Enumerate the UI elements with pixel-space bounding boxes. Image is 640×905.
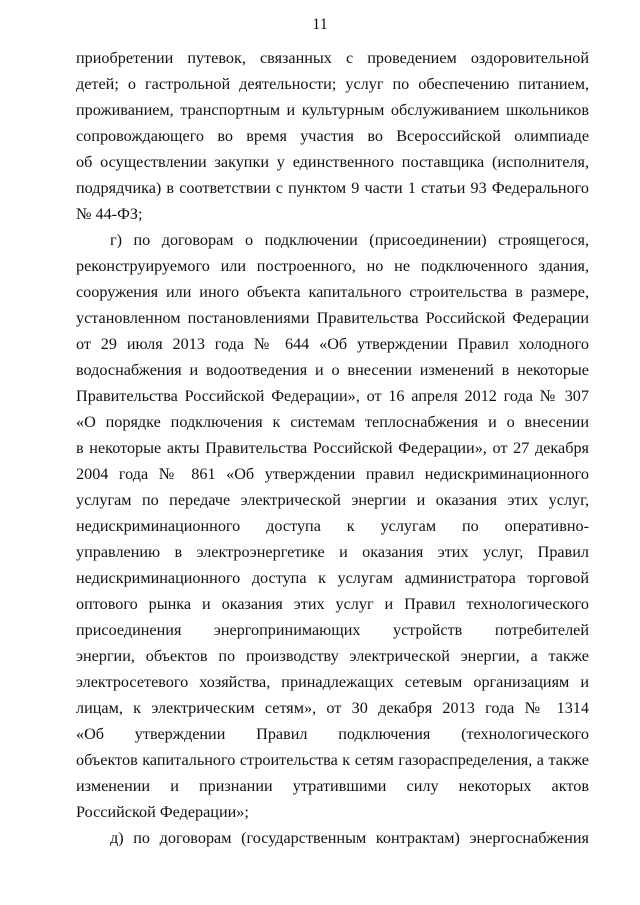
text-line: реконструируемого или построенного, но не подключенного здания, xyxy=(76,257,589,275)
text-line: № 44-ФЗ; xyxy=(76,205,143,223)
paragraph-continuation xyxy=(76,45,589,227)
text-line: в некоторые акты Правительства Российской Федерации», от 27 декабря xyxy=(76,439,589,457)
text-line: установленном постановлениями Правительства Российской Федерации xyxy=(76,309,589,327)
text-line: от 29 июля 2013 года № 644 «Об утверждении Правил холодного xyxy=(76,335,589,353)
text-line: проживанием, транспортным и культурным обслуживанием школьников xyxy=(76,101,589,119)
text-line: лицам, к электрическим сетям», от 30 декабря 2013 года № 1314 xyxy=(76,699,589,717)
text-line: сопровождающего во время участия во Всероссийской олимпиаде xyxy=(76,127,589,145)
text-line: Правительства Российской Федерации», от 16 апреля 2012 года № 307 xyxy=(76,387,589,405)
text-line: электросетевого хозяйства, принадлежащих сетевым организациям и xyxy=(76,673,589,691)
text-line: об осуществлении закупки у единственного поставщика (исполнителя, xyxy=(76,153,589,171)
text-line: услугам по передаче электрической энергии и оказания этих услуг, xyxy=(76,491,589,509)
text-line: оптового рынка и оказания этих услуг и Правил технологического xyxy=(76,595,589,613)
text-line: недискриминационного доступа к услугам по оперативно- xyxy=(76,517,589,535)
paragraph-d xyxy=(76,825,589,851)
text-line: присоединения энергопринимающих устройств потребителей xyxy=(76,621,589,639)
page-number: 11 xyxy=(312,16,328,33)
text-line: «О порядке подключения к системам теплоснабжения и о внесении xyxy=(76,413,589,431)
text-line: 2004 года № 861 «Об утверждении правил недискриминационного xyxy=(76,465,589,483)
text-line: объектов капитального строительства к сетям газораспределения, а также xyxy=(76,751,589,769)
paragraph-g xyxy=(76,227,589,825)
text-line: г) по договорам о подключении (присоединении) строящегося, xyxy=(110,231,589,249)
text-line: энергии, объектов по производству электрической энергии, а также xyxy=(76,647,589,665)
text-line: детей; о гастрольной деятельности; услуг по обеспечению питанием, xyxy=(76,75,589,93)
text-line: водоснабжения и водоотведения и о внесении изменений в некоторые xyxy=(76,361,589,379)
text-line: изменении и признании утратившими силу некоторых актов xyxy=(76,777,589,795)
text-line: управлению в электроэнергетике и оказания этих услуг, Правил xyxy=(76,543,589,561)
text-line: недискриминационного доступа к услугам администратора торговой xyxy=(76,569,589,587)
text-line: Российской Федерации»; xyxy=(76,803,249,821)
text-line: подрядчика) в соответствии с пунктом 9 части 1 статьи 93 Федерального xyxy=(76,179,589,197)
text-line: «Об утверждении Правил подключения (технологического xyxy=(76,725,589,743)
text-line: приобретении путевок, связанных с проведением оздоровительной xyxy=(76,49,589,67)
text-line: д) по договорам (государственным контрактам) энергоснабжения xyxy=(110,829,589,847)
text-line: сооружения или иного объекта капитального строительства в размере, xyxy=(76,283,589,301)
